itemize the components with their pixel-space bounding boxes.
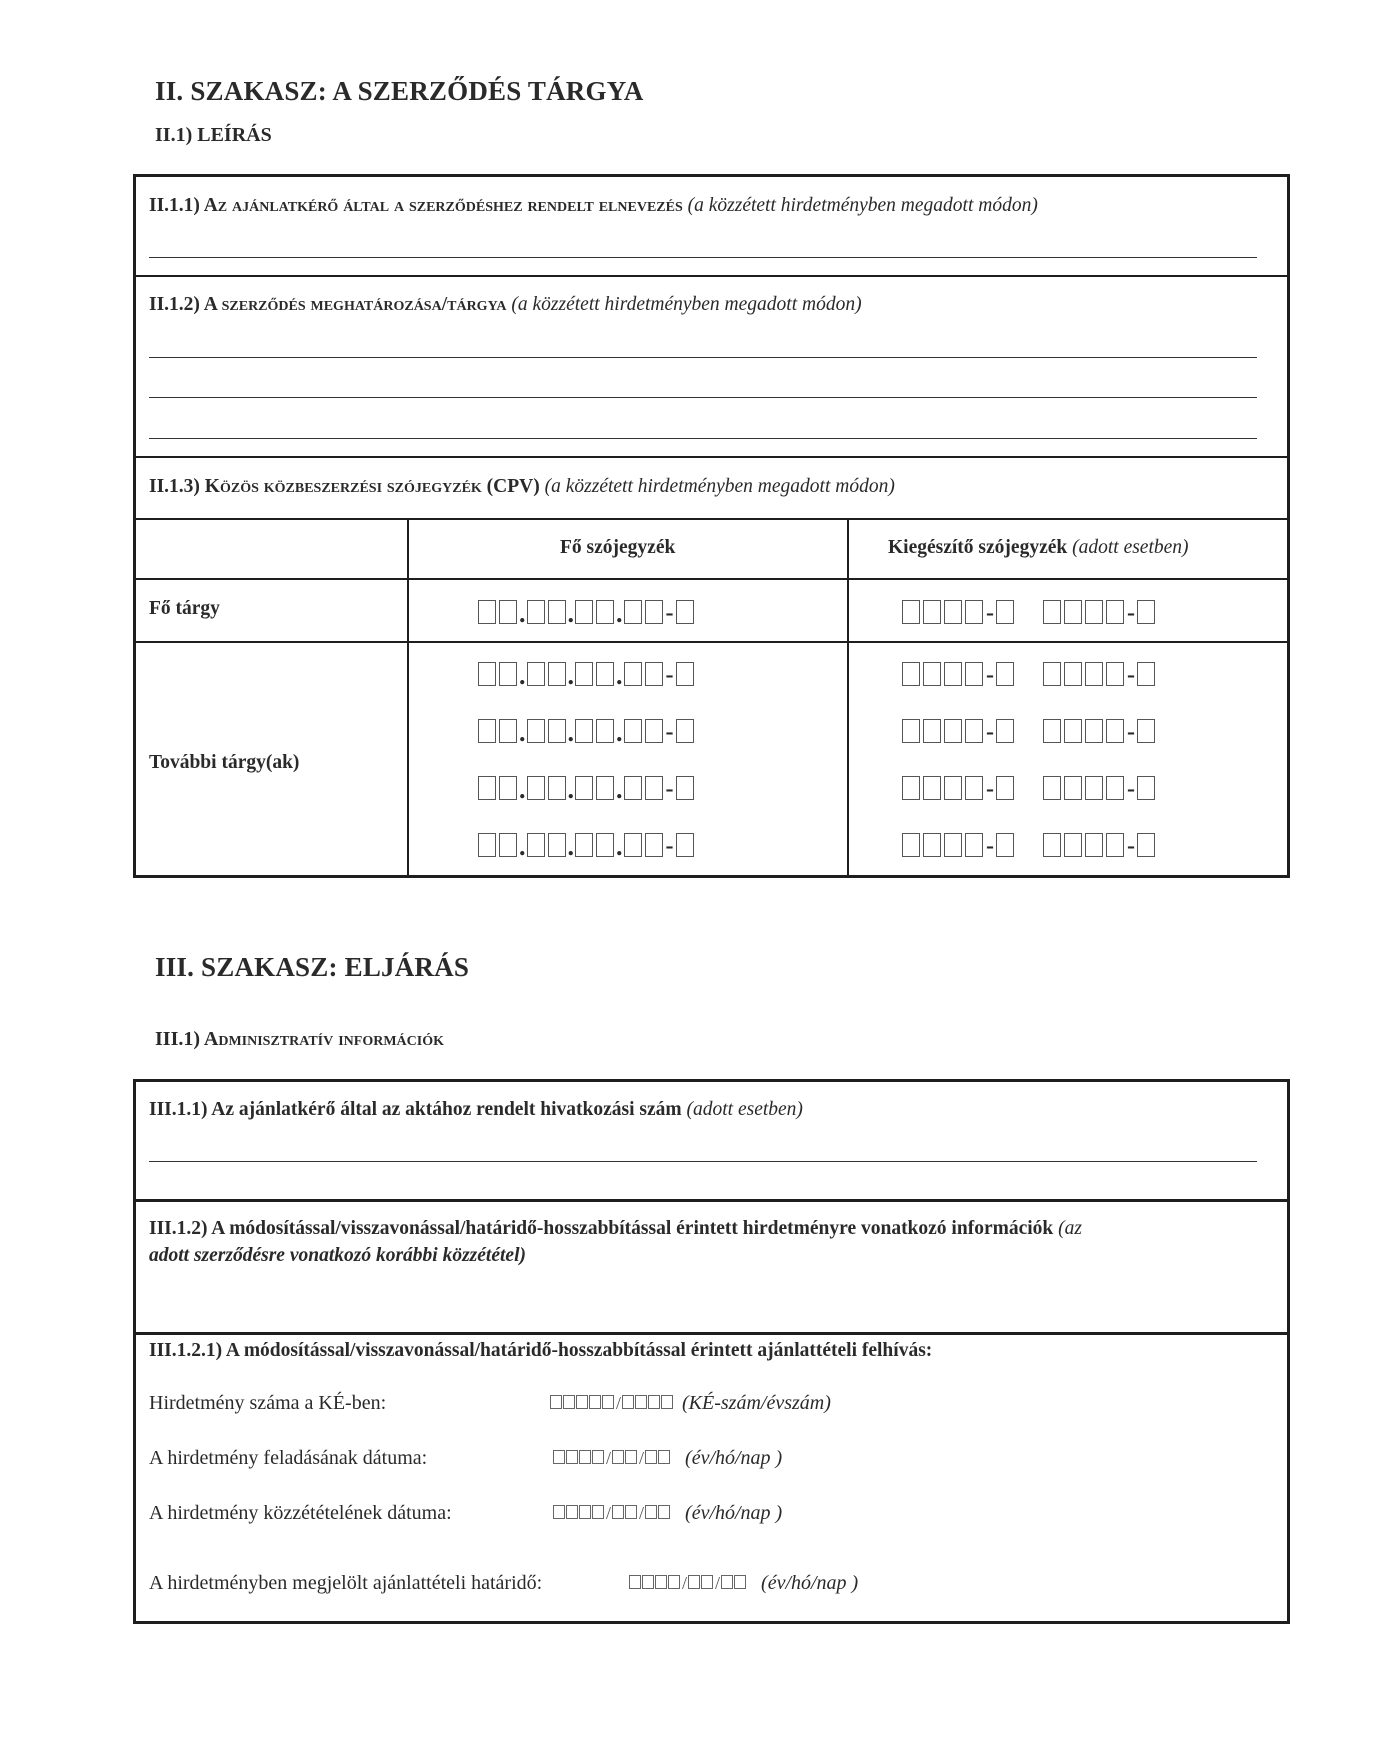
divider	[135, 518, 1288, 520]
code-box[interactable]	[902, 833, 920, 857]
q113-label: II.1.3) Közös közbeszerzési szójegyzék (CPV)	[149, 476, 540, 497]
f3-hint: (év/hó/nap )	[685, 1502, 783, 1524]
digit-box[interactable]	[625, 1450, 637, 1464]
digit-box[interactable]	[596, 833, 614, 857]
digit-box[interactable]	[576, 1395, 588, 1409]
digit-box[interactable]	[553, 1450, 565, 1464]
digit-box[interactable]	[499, 662, 517, 686]
dash-separator: -	[665, 662, 674, 688]
q111-heading	[149, 195, 1038, 217]
divider	[135, 1332, 1288, 1335]
digit-box[interactable]	[596, 600, 614, 624]
dot-separator: .	[567, 832, 574, 861]
check-digit-box[interactable]	[1137, 719, 1155, 743]
f1-field[interactable]	[550, 1392, 831, 1415]
dash-separator: -	[986, 776, 994, 802]
digit-box[interactable]	[499, 600, 517, 624]
q112-heading	[149, 294, 862, 316]
check-digit-box[interactable]	[676, 776, 694, 800]
digit-box[interactable]	[499, 833, 517, 857]
dot-separator: .	[519, 599, 526, 628]
digit-box[interactable]	[527, 776, 545, 800]
code-box[interactable]	[944, 662, 962, 686]
q113-heading	[149, 476, 895, 498]
digit-box[interactable]	[548, 776, 566, 800]
q312-note-a: (az	[1058, 1218, 1082, 1239]
digit-box[interactable]	[478, 719, 496, 743]
cpv-suppl-code-field[interactable]	[902, 715, 1158, 743]
q112-answer-line-2[interactable]	[149, 397, 1257, 398]
digit-box[interactable]	[645, 719, 663, 743]
dash-separator: -	[986, 662, 994, 688]
digit-box[interactable]	[648, 1395, 660, 1409]
dash-separator: -	[665, 833, 674, 859]
digit-box[interactable]	[645, 1450, 657, 1464]
code-box[interactable]	[1043, 776, 1061, 800]
check-digit-box[interactable]	[996, 719, 1014, 743]
digit-box[interactable]	[548, 719, 566, 743]
digit-box[interactable]	[625, 1505, 637, 1519]
section-3-title: III. SZAKASZ: ELJÁRÁS	[155, 952, 470, 982]
q311-note: (adott esetben)	[686, 1099, 803, 1120]
cpv-suppl-code-field[interactable]	[902, 772, 1158, 800]
digit-box[interactable]	[579, 1450, 591, 1464]
dash-separator: -	[1127, 600, 1135, 626]
digit-box[interactable]	[596, 719, 614, 743]
q112-answer-line-3[interactable]	[149, 438, 1257, 439]
digit-box[interactable]	[596, 662, 614, 686]
code-box[interactable]	[902, 776, 920, 800]
f4-label: A hirdetményben megjelölt ajánlattételi határidő:	[149, 1572, 543, 1594]
date-boxes[interactable]	[553, 1502, 671, 1525]
dot-separator: .	[616, 599, 623, 628]
digit-box[interactable]	[624, 662, 642, 686]
digit-box[interactable]	[645, 776, 663, 800]
dot-separator: .	[616, 832, 623, 861]
code-box[interactable]	[944, 719, 962, 743]
digit-box[interactable]	[566, 1505, 578, 1519]
code-box[interactable]	[1106, 719, 1124, 743]
digit-box[interactable]	[527, 833, 545, 857]
code-box[interactable]	[1085, 719, 1103, 743]
section-2-subtitle: II.1) LEÍRÁS	[155, 124, 272, 146]
dot-separator: .	[519, 661, 526, 690]
digit-box[interactable]	[553, 1505, 565, 1519]
code-box[interactable]	[923, 833, 941, 857]
q311-label: III.1.1) Az ajánlatkérő által az aktához rendelt hivatkozási szám	[149, 1099, 682, 1120]
dot-separator: .	[567, 718, 574, 747]
digit-box[interactable]	[658, 1505, 670, 1519]
dash-separator: -	[986, 600, 994, 626]
digit-box[interactable]	[668, 1575, 680, 1589]
f3-label: A hirdetmény közzétételének dátuma:	[149, 1502, 452, 1524]
dash-separator: -	[986, 719, 994, 745]
divider	[135, 275, 1288, 277]
code-box[interactable]	[965, 662, 983, 686]
check-digit-box[interactable]	[1137, 776, 1155, 800]
digit-box[interactable]	[579, 1505, 591, 1519]
digit-box[interactable]	[645, 1505, 657, 1519]
code-box[interactable]	[1064, 719, 1082, 743]
digit-box[interactable]	[499, 776, 517, 800]
digit-box[interactable]	[499, 719, 517, 743]
dot-separator: .	[567, 661, 574, 690]
code-box[interactable]	[944, 600, 962, 624]
digit-box[interactable]	[701, 1575, 713, 1589]
divider	[135, 456, 1288, 458]
check-digit-box[interactable]	[996, 776, 1014, 800]
digit-box[interactable]	[527, 662, 545, 686]
digit-box[interactable]	[688, 1575, 700, 1589]
q312-label: III.1.2) A módosítással/visszavonással/határidő-hosszabbítással érintett hirdetményre vonatkozó információk	[149, 1218, 1054, 1239]
digit-box[interactable]	[658, 1450, 670, 1464]
digit-box[interactable]	[612, 1505, 624, 1519]
code-box[interactable]	[965, 719, 983, 743]
dash-separator: -	[665, 719, 674, 745]
dot-separator: .	[519, 775, 526, 804]
digit-box[interactable]	[592, 1450, 604, 1464]
f1-label: Hirdetmény száma a KÉ-ben:	[149, 1392, 387, 1414]
code-box[interactable]	[965, 600, 983, 624]
code-box[interactable]	[1043, 662, 1061, 686]
code-box[interactable]	[923, 776, 941, 800]
cpv-row-other: További tárgy(ak)	[149, 752, 300, 773]
cpv-col-suppl-note: (adott esetben)	[1072, 537, 1189, 558]
digit-box[interactable]	[661, 1395, 673, 1409]
q312-note-b: adott szerződésre vonatkozó korábbi közzététel)	[149, 1245, 526, 1266]
digit-box[interactable]	[575, 600, 593, 624]
code-box[interactable]	[1064, 833, 1082, 857]
cpv-col-divider-1	[407, 519, 409, 876]
cpv-main-code-field[interactable]	[478, 658, 697, 690]
q111-answer-line[interactable]	[149, 257, 1257, 258]
digit-box[interactable]	[592, 1505, 604, 1519]
digit-box[interactable]	[721, 1575, 733, 1589]
digit-box[interactable]	[478, 776, 496, 800]
check-digit-box[interactable]	[996, 600, 1014, 624]
code-box[interactable]	[902, 719, 920, 743]
cpv-col-main: Fő szójegyzék	[560, 537, 676, 558]
q113-note: (a közzétett hirdetményben megadott módon)	[544, 476, 895, 497]
code-box[interactable]	[923, 600, 941, 624]
digit-box[interactable]	[575, 776, 593, 800]
dot-separator: .	[567, 599, 574, 628]
code-box[interactable]	[1064, 600, 1082, 624]
q112-answer-line-1[interactable]	[149, 357, 1257, 358]
q312-heading	[149, 1218, 1082, 1240]
code-box[interactable]	[1043, 719, 1061, 743]
cpv-row-main: Fő tárgy	[149, 598, 220, 619]
cpv-suppl-code-field[interactable]	[902, 596, 1158, 624]
dash-separator: -	[665, 776, 674, 802]
divider	[135, 1199, 1288, 1202]
digit-box[interactable]	[645, 600, 663, 624]
dash-separator: -	[1127, 776, 1135, 802]
digit-box[interactable]	[645, 662, 663, 686]
code-box[interactable]	[1085, 776, 1103, 800]
digit-box[interactable]	[478, 662, 496, 686]
slash-separator: /	[616, 1393, 622, 1413]
dot-separator: .	[616, 718, 623, 747]
digit-box[interactable]	[478, 600, 496, 624]
f2-field[interactable]	[553, 1447, 782, 1470]
digit-box[interactable]	[624, 719, 642, 743]
digit-box[interactable]	[478, 833, 496, 857]
digit-box[interactable]	[734, 1575, 746, 1589]
cpv-suppl-code-field[interactable]	[902, 829, 1158, 857]
code-box[interactable]	[1106, 600, 1124, 624]
cpv-main-code-field[interactable]	[478, 596, 697, 628]
code-box[interactable]	[944, 776, 962, 800]
dot-separator: .	[567, 775, 574, 804]
digit-box[interactable]	[548, 662, 566, 686]
f2-label: A hirdetmény feladásának dátuma:	[149, 1447, 428, 1469]
digit-box[interactable]	[527, 600, 545, 624]
code-box[interactable]	[944, 833, 962, 857]
code-box[interactable]	[1043, 833, 1061, 857]
q111-note: (a közzétett hirdetményben megadott módon)	[687, 195, 1038, 216]
q112-note: (a közzétett hirdetményben megadott módon)	[511, 294, 862, 315]
slash-separator: /	[639, 1448, 645, 1468]
cpv-main-code-field[interactable]	[478, 715, 697, 747]
check-digit-box[interactable]	[676, 662, 694, 686]
dot-separator: .	[519, 832, 526, 861]
code-box[interactable]	[1085, 833, 1103, 857]
code-box[interactable]	[1064, 662, 1082, 686]
slash-separator: /	[639, 1503, 645, 1523]
digit-box[interactable]	[596, 776, 614, 800]
digit-box[interactable]	[575, 662, 593, 686]
q3121-label: III.1.2.1) A módosítással/visszavonással/határidő-hosszabbítással érintett ajánlattételi felhívás:	[149, 1340, 933, 1361]
code-box[interactable]	[965, 833, 983, 857]
section-2-title: II. SZAKASZ: A SZERZŐDÉS TÁRGYA	[155, 76, 644, 106]
code-box[interactable]	[1106, 662, 1124, 686]
dash-separator: -	[1127, 719, 1135, 745]
check-digit-box[interactable]	[996, 662, 1014, 686]
cpv-col-divider-2	[847, 519, 849, 876]
cpv-col-suppl-heading	[888, 537, 1189, 559]
check-digit-box[interactable]	[676, 600, 694, 624]
slash-separator: /	[606, 1503, 612, 1523]
digit-box[interactable]	[624, 776, 642, 800]
cpv-col-suppl: Kiegészítő szójegyzék	[888, 537, 1068, 558]
code-box[interactable]	[923, 719, 941, 743]
digit-box[interactable]	[612, 1450, 624, 1464]
f3-field[interactable]	[553, 1502, 782, 1525]
digit-box[interactable]	[629, 1575, 641, 1589]
check-digit-box[interactable]	[676, 833, 694, 857]
q311-answer-line[interactable]	[149, 1161, 1257, 1162]
cpv-main-code-field[interactable]	[478, 829, 697, 861]
cpv-main-code-field[interactable]	[478, 772, 697, 804]
digit-box[interactable]	[566, 1450, 578, 1464]
check-digit-box[interactable]	[676, 719, 694, 743]
digit-box[interactable]	[548, 600, 566, 624]
digit-box[interactable]	[548, 833, 566, 857]
check-digit-box[interactable]	[1137, 600, 1155, 624]
q112-label: II.1.2) A szerződés meghatározása/tárgya	[149, 294, 507, 315]
code-box[interactable]	[1085, 662, 1103, 686]
dot-separator: .	[519, 718, 526, 747]
check-digit-box[interactable]	[1137, 833, 1155, 857]
digit-box[interactable]	[575, 833, 593, 857]
digit-box[interactable]	[642, 1575, 654, 1589]
date-boxes[interactable]	[629, 1572, 747, 1595]
slash-separator: /	[715, 1573, 721, 1593]
digit-box[interactable]	[602, 1395, 614, 1409]
dash-separator: -	[1127, 662, 1135, 688]
f1-hint: (KÉ-szám/évszám)	[682, 1392, 831, 1414]
slash-separator: /	[606, 1448, 612, 1468]
cpv-suppl-code-field[interactable]	[902, 658, 1158, 686]
slash-separator: /	[682, 1573, 688, 1593]
f2-hint: (év/hó/nap )	[685, 1447, 783, 1469]
digit-box[interactable]	[575, 719, 593, 743]
digit-box[interactable]	[563, 1395, 575, 1409]
code-box[interactable]	[902, 600, 920, 624]
code-box[interactable]	[923, 662, 941, 686]
digit-box[interactable]	[645, 833, 663, 857]
dot-separator: .	[616, 775, 623, 804]
code-box[interactable]	[1085, 600, 1103, 624]
kenumber-boxes[interactable]	[550, 1392, 674, 1415]
code-box[interactable]	[1106, 833, 1124, 857]
digit-box[interactable]	[655, 1575, 667, 1589]
digit-box[interactable]	[624, 833, 642, 857]
dash-separator: -	[1127, 833, 1135, 859]
section-3-subtitle: III.1) Adminisztratív információk	[155, 1028, 444, 1050]
cpv-row-divider	[135, 641, 1288, 643]
code-box[interactable]	[1106, 776, 1124, 800]
code-box[interactable]	[1064, 776, 1082, 800]
code-box[interactable]	[1043, 600, 1061, 624]
digit-box[interactable]	[589, 1395, 601, 1409]
digit-box[interactable]	[527, 719, 545, 743]
q111-label: II.1.1) Az ajánlatkérő által a szerződéshez rendelt elnevezés	[149, 195, 683, 216]
dash-separator: -	[986, 833, 994, 859]
digit-box[interactable]	[622, 1395, 634, 1409]
code-box[interactable]	[902, 662, 920, 686]
dot-separator: .	[616, 661, 623, 690]
f4-hint: (év/hó/nap )	[761, 1572, 859, 1594]
check-digit-box[interactable]	[1137, 662, 1155, 686]
date-boxes[interactable]	[553, 1447, 671, 1470]
digit-box[interactable]	[624, 600, 642, 624]
check-digit-box[interactable]	[996, 833, 1014, 857]
digit-box[interactable]	[635, 1395, 647, 1409]
f4-field[interactable]	[629, 1572, 858, 1595]
dash-separator: -	[665, 600, 674, 626]
q311-heading	[149, 1099, 803, 1121]
digit-box[interactable]	[550, 1395, 562, 1409]
cpv-header-divider	[135, 578, 1288, 580]
code-box[interactable]	[965, 776, 983, 800]
